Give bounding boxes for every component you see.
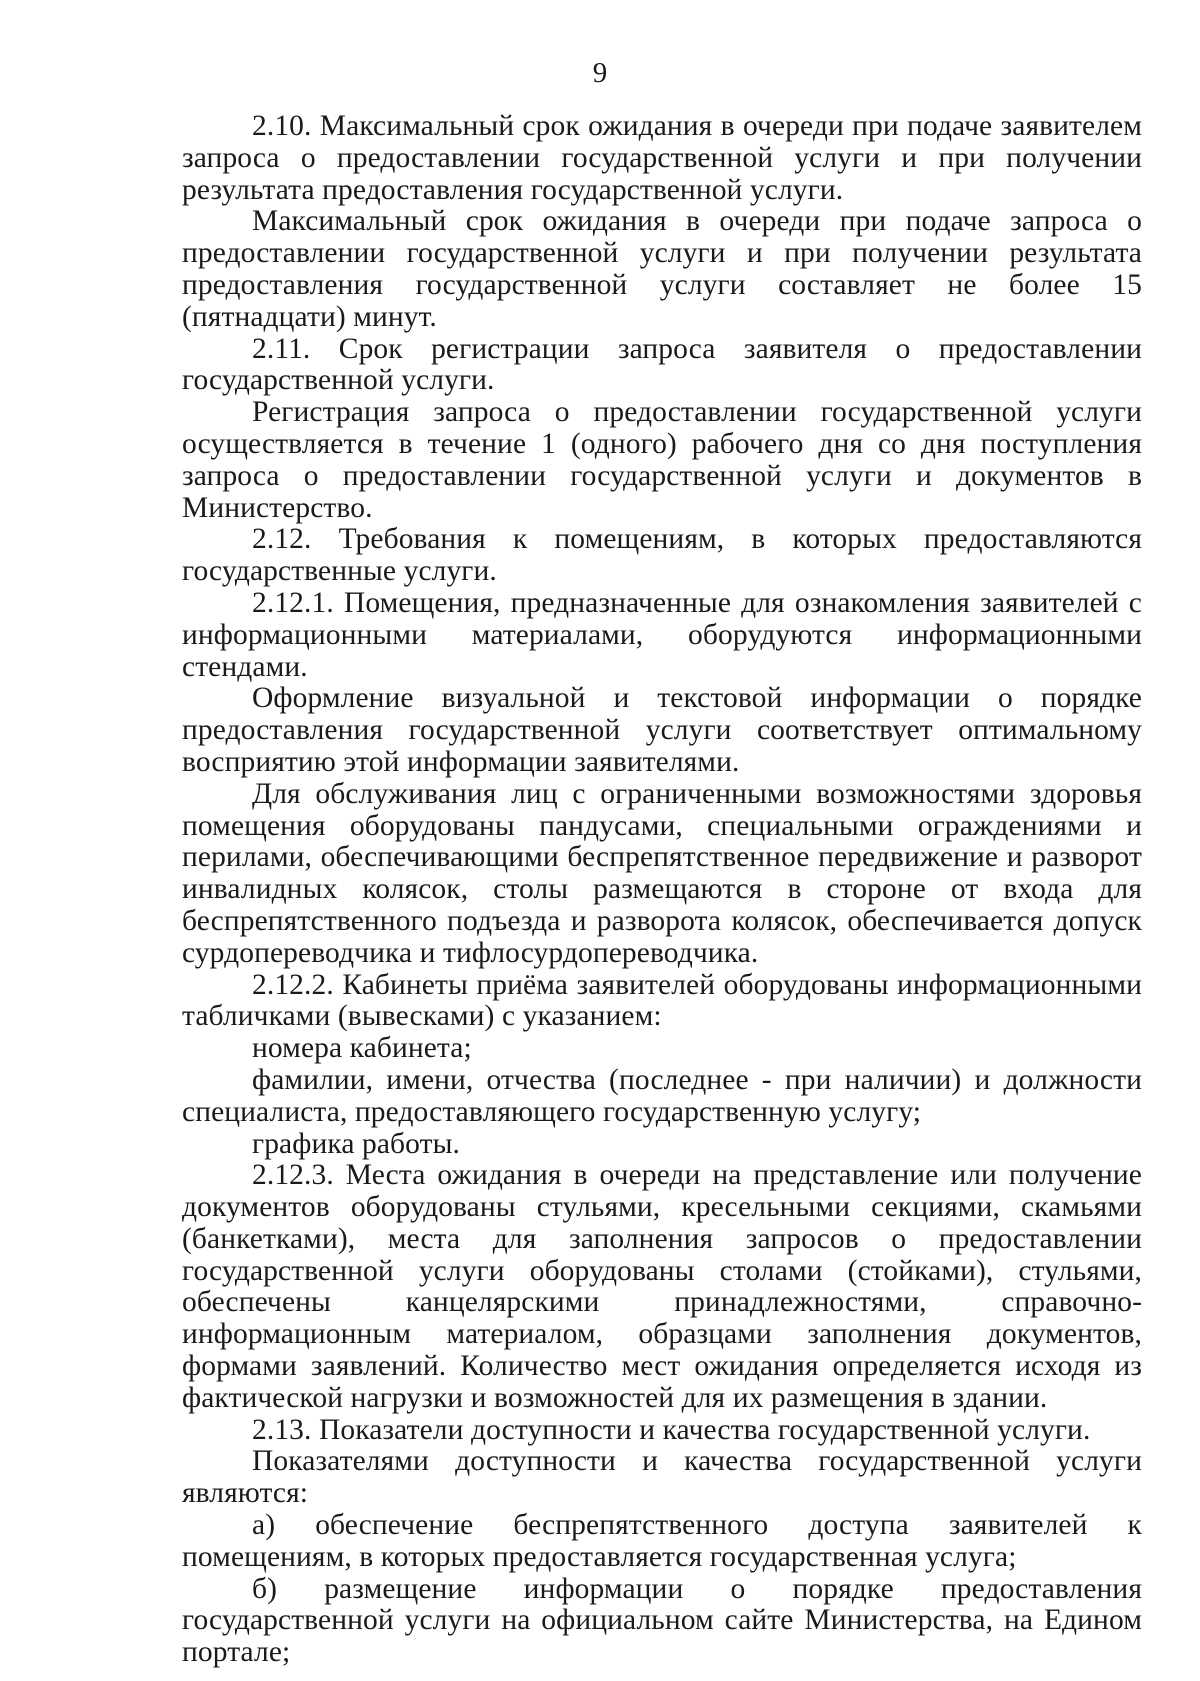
list-item-b: б) размещение информации о порядке предоставления государственной услуги на официальном сайте Министерства, на Едином портале;	[182, 1572, 1142, 1669]
paragraph-2-12-1: 2.12.1. Помещения, предназначенные для ознакомления заявителей с информационными материалами, оборудуются информационными стендами.	[182, 586, 1142, 683]
paragraph-2-10-text: Максимальный срок ожидания в очереди при подаче запроса о предоставлении государственной услуги и при получении результата предоставления государственной услуги составляет не более 15 (пятнадцати) минут.	[182, 205, 1142, 333]
page-number: 9	[592, 57, 608, 89]
document-body	[182, 111, 1142, 1669]
paragraph-2-12: 2.12. Требования к помещениям, в которых предоставляются государственные услуги.	[182, 523, 1142, 588]
paragraph-2-13-intro: Показателями доступности и качества государственной услуги являются:	[182, 1445, 1142, 1510]
paragraph-2-12-2: 2.12.2. Кабинеты приёма заявителей оборудованы информационными табличками (вывесками) с указанием:	[182, 968, 1142, 1033]
list-item-specialist-name: фамилии, имени, отчества (последнее - при наличии) и должности специалиста, предоставляющего государственную услугу;	[182, 1063, 1142, 1128]
paragraph-2-12-3: 2.12.3. Места ожидания в очереди на представление или получение документов оборудованы стульями, кресельными секциями, скамьями (банкетками), места для заполнения запросов о предоставлении государственной услуги оборудованы столами (стойками), стульями, обеспечены канцелярскими принадлежностями, справочно-информационным материалом, образцами заполнения документов, формами заявлений. Количество мест ожидания определяется исходя из фактической нагрузки и возможностей для их размещения в здании.	[182, 1159, 1142, 1414]
paragraph-2-11: 2.11. Срок регистрации запроса заявителя о предоставлении государственной услуги.	[182, 332, 1142, 397]
list-item-schedule: графика работы.	[252, 1127, 460, 1160]
paragraph-2-13: 2.13. Показатели доступности и качества государственной услуги.	[252, 1413, 1091, 1446]
paragraph-2-12-1-accessibility: Для обслуживания лиц с ограниченными возможностями здоровья помещения оборудованы пандусами, специальными ограждениями и перилами, обеспечивающими беспрепятственное передвижение и разворот инвалидных колясок, столы размещаются в стороне от входа для беспрепятственного подъезда и разворота колясок, обеспечивается допуск сурдопереводчика и тифлосурдопереводчика.	[182, 777, 1142, 969]
paragraph-2-12-1-design: Оформление визуальной и текстовой информации о порядке предоставления государственной услуги соответствует оптимальному восприятию этой информации заявителями.	[182, 682, 1142, 778]
paragraph-2-11-text: Регистрация запроса о предоставлении государственной услуги осуществляется в течение 1 (одного) рабочего дня со дня поступления запроса о предоставлении государственной услуги и документов в Министерство.	[182, 396, 1142, 524]
paragraph-2-10: 2.10. Максимальный срок ожидания в очереди при подаче заявителем запроса о предоставлении государственной услуги и при получении результата предоставления государственной услуги.	[182, 110, 1142, 206]
list-item-room-number: номера кабинета;	[252, 1032, 472, 1065]
list-item-a: а) обеспечение беспрепятственного доступа заявителей к помещениям, в которых предоставляется государственная услуга;	[182, 1509, 1142, 1573]
